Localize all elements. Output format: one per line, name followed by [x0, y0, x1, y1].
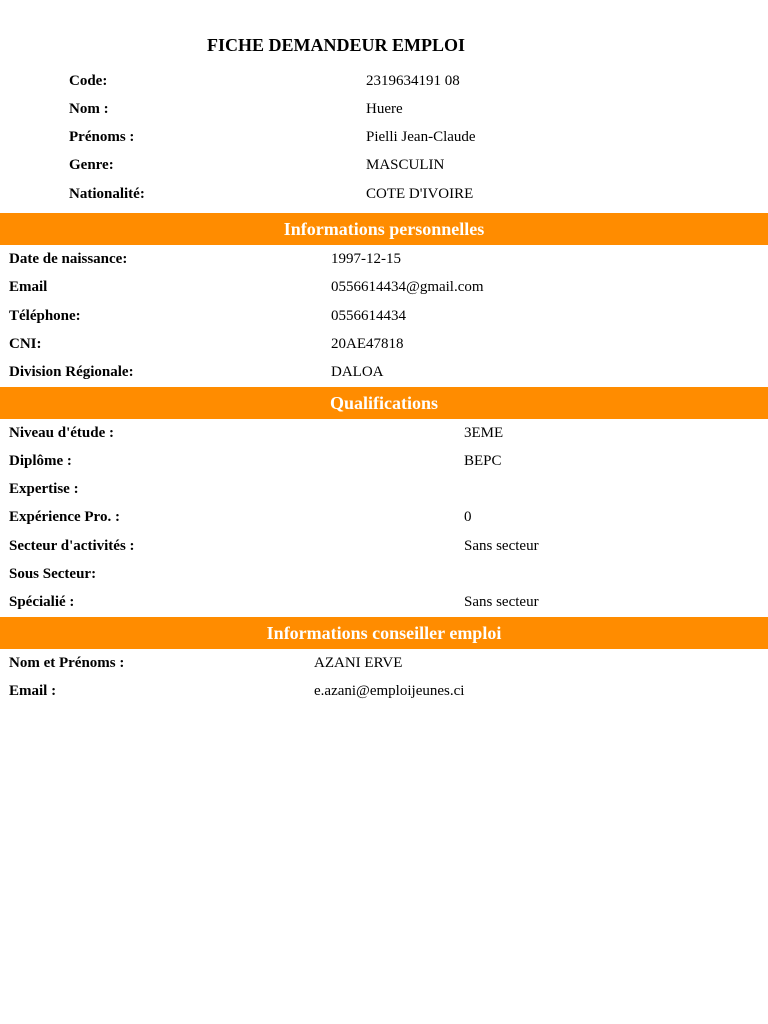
field-prenoms [0, 127, 768, 147]
field-conseiller-nom-value: AZANI ERVE [314, 655, 403, 671]
field-conseiller-email-label: Email : [9, 683, 57, 699]
field-division [0, 362, 768, 382]
field-email-label: Email [9, 279, 48, 295]
field-genre [0, 155, 768, 175]
field-secteur-value: Sans secteur [464, 538, 539, 554]
field-nom [0, 99, 768, 119]
field-conseiller-email-value: e.azani@emploijeunes.ci [314, 683, 465, 699]
field-nationalite-label: Nationalité: [69, 186, 145, 202]
field-diplome-value: BEPC [464, 453, 502, 469]
field-code-value: 2319634191 08 [366, 73, 460, 89]
field-nationalite-value: COTE D'IVOIRE [366, 186, 474, 202]
field-genre-value: MASCULIN [366, 157, 445, 173]
section-header-conseiller: Informations conseiller emploi [0, 617, 768, 649]
field-experience-value: 0 [464, 509, 472, 525]
field-secteur [0, 536, 768, 556]
field-code-label: Code: [69, 73, 108, 89]
field-sous-secteur [0, 564, 768, 584]
field-telephone-value: 0556614434 [331, 308, 406, 324]
field-niveau-label: Niveau d'étude : [9, 425, 114, 441]
section-header-personal: Informations personnelles [0, 213, 768, 245]
field-conseiller-nom-label: Nom et Prénoms : [9, 655, 125, 671]
field-expertise-label: Expertise : [9, 481, 79, 497]
field-cni-label: CNI: [9, 336, 42, 352]
field-email-value: 0556614434@gmail.com [331, 279, 484, 295]
field-telephone [0, 306, 768, 326]
field-date-naissance [0, 249, 768, 269]
field-nom-value: Huere [366, 101, 403, 117]
field-code [0, 71, 768, 91]
field-secteur-label: Secteur d'activités : [9, 538, 135, 554]
field-conseiller-email [0, 681, 768, 701]
field-nationalite [0, 184, 768, 204]
field-niveau-value: 3EME [464, 425, 504, 441]
field-diplome [0, 451, 768, 471]
field-genre-label: Genre: [69, 157, 114, 173]
field-diplome-label: Diplôme : [9, 453, 72, 469]
field-email [0, 277, 768, 297]
field-specialite [0, 592, 768, 612]
field-expertise [0, 479, 768, 499]
field-division-label: Division Régionale: [9, 364, 134, 380]
field-cni [0, 334, 768, 354]
field-specialite-label: Spécialié : [9, 594, 75, 610]
field-cni-value: 20AE47818 [331, 336, 404, 352]
field-division-value: DALOA [331, 364, 384, 380]
field-conseiller-nom [0, 653, 768, 673]
field-date-naissance-value: 1997-12-15 [331, 251, 401, 267]
field-specialite-value: Sans secteur [464, 594, 539, 610]
field-niveau [0, 423, 768, 443]
field-experience-label: Expérience Pro. : [9, 509, 120, 525]
field-telephone-label: Téléphone: [9, 308, 81, 324]
page-title: FICHE DEMANDEUR EMPLOI [206, 35, 465, 55]
field-sous-secteur-label: Sous Secteur: [9, 566, 97, 582]
field-nom-label: Nom : [69, 101, 109, 117]
section-header-qualifications: Qualifications [0, 387, 768, 419]
field-experience [0, 507, 768, 527]
field-prenoms-value: Pielli Jean-Claude [366, 129, 476, 145]
field-date-naissance-label: Date de naissance: [9, 251, 128, 267]
field-prenoms-label: Prénoms : [69, 129, 135, 145]
